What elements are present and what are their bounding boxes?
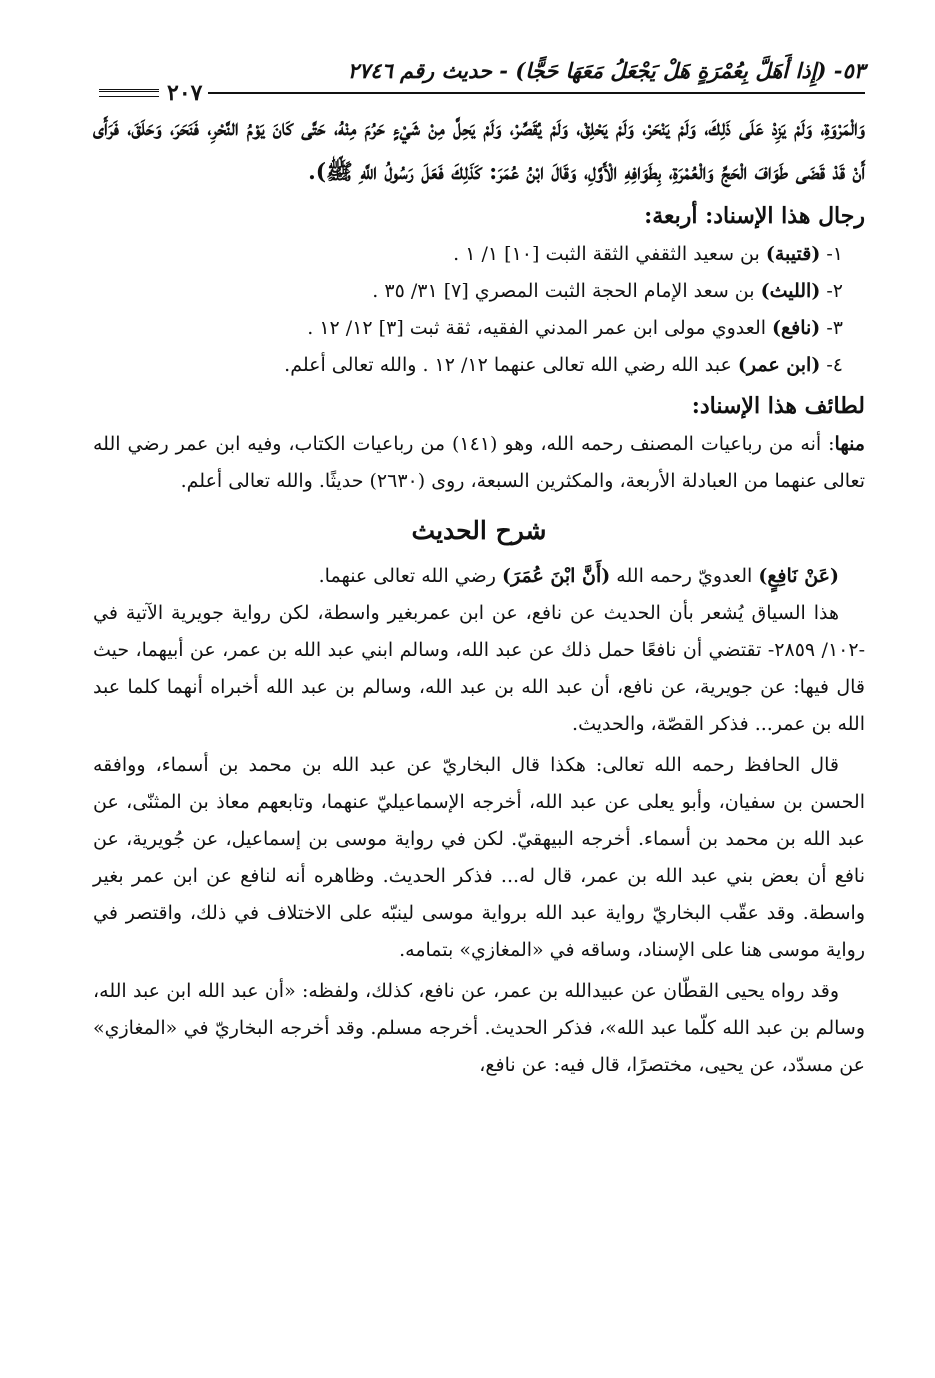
commentary-title: شرح الحديث	[411, 516, 547, 545]
item-number: ١-	[826, 243, 843, 265]
narrator-details: بن سعد الإمام الحجة الثبت المصري [٧] ٣١/ ٣٥ .	[372, 280, 761, 302]
list-item	[93, 273, 865, 310]
list-item	[93, 347, 865, 384]
commentary-paragraph-2: قال الحافظ رحمه الله تعالى: هكذا قال البخاريّ عن عبد الله بن محمد بن أسماء، ووافقه الحسن بن سفيان، وأبو يعلى عن عبد الله، أخرجه الإسماعيليّ عنهما، وتابعهم معاذ بن المثنّى، عن عبد الله بن محمد بن أسماء. أخرجه البيهقيّ. لكن في رواية موسى بن إسماعيل، عن جُويرية، عن نافع أن بعض بني عبد الله بن عمر، قال له... فذكر الحديث. وظاهره أنه لنافع عن ابن عمر بغير واسطة. وقد عقّب البخاريّ رواية عبد الله برواية موسى لينبّه على الاختلاف في ذلك، واقتصر في رواية موسى هنا على الإسناد، وساقه في «المغازي» بتمامه.	[93, 754, 865, 961]
page-content	[93, 106, 865, 1084]
narrator-name: (ابن عمر)	[737, 354, 821, 376]
hadith-text: وَالْمَرْوَةِ، وَلَمْ يَزِدْ عَلَى ذَلِكَ، وَلَمْ يَنْحَرْ، وَلَمْ يَحْلِقْ، وَلَمْ يُقَصِّرْ، وَلَمْ يَحِلَّ مِنْ شَيْءٍ حَرُمَ مِنْهُ، حَتَّى كَانَ يَوْمُ النَّحْرِ، فَنَحَرَ، وَحَلَقَ، فَرَأَى أَنْ قَدْ قَضَى طَوَافَ الْحَجِّ وَالْعُمْرَةِ، بِطَوَافِهِ الْأَوَّلِ، وَقَالَ ابْنُ عُمَرَ: كَذَلِكَ فَعَلَ رَسُولُ اللَّهِ ﷺ).	[93, 115, 865, 185]
subtleties-lead: منها	[834, 433, 865, 455]
narrator-name: (قتيبة)	[765, 243, 821, 265]
narrator-name: (الليث)	[760, 280, 821, 302]
narrator-details: العدوي مولى ابن عمر المدني الفقيه، ثقة ثبت [٣] ١٢/ ١٢ .	[307, 317, 773, 339]
item-number: ٤-	[826, 354, 843, 376]
intro-quote-2: (أَنَّ ابْنَ عُمَرَ)	[501, 565, 611, 587]
subtleties-heading: لطائف هذا الإسناد:	[691, 393, 865, 419]
list-item	[93, 310, 865, 347]
narrators-heading: رجال هذا الإسناد: أربعة:	[644, 203, 865, 229]
intro-quote-1: (عَنْ نَافِعٍ)	[758, 565, 839, 587]
intro-end: رضي الله تعالى عنهما.	[318, 565, 502, 587]
page-header	[93, 58, 865, 106]
running-head: ٥٣- (إِذا أَهَلَّ بِعُمْرَةٍ هَلْ يَجْعَلُ مَعَهَا حَجًّا) - حديث رقم ٢٧٤٦	[347, 58, 865, 83]
subtleties-text: : أنه من رباعيات المصنف رحمه الله، وهو (١٤١) من رباعيات الكتاب، وفيه ابن عمر رضي الله تعالى عنهما من العبادلة الأربعة، والمكثرين السبعة، روى (٢٦٣٠) حديثًا. والله تعالى أعلم.	[93, 433, 865, 492]
narrator-name: (نافع)	[772, 317, 821, 339]
narrator-details: بن سعيد الثقفي الثقة الثبت [١٠] ١/ ١ .	[453, 243, 766, 265]
commentary-intro	[93, 558, 865, 595]
page-number: ٢٠٧	[167, 80, 203, 106]
intro-mid: العدويّ رحمه الله	[610, 565, 759, 587]
subtleties-paragraph	[93, 426, 865, 500]
narrator-list	[93, 236, 865, 384]
commentary-paragraph-3: وقد رواه يحيى القطّان عن عبيدالله بن عمر، عن نافع، كذلك، ولفظه: «أن عبد الله ابن عبد الله، وسالم بن عبد الله كلّما عبد الله»، فذكر الحديث. أخرجه مسلم. وقد أخرجه البخاريّ في «المغازي» عن مسدّد، عن يحيى، مختصرًا، قال فيه: عن نافع،	[93, 980, 865, 1076]
page-number-block	[93, 80, 208, 106]
ornament-line	[99, 89, 159, 97]
item-number: ٣-	[826, 317, 843, 339]
header-rule	[93, 92, 865, 94]
commentary-paragraph-1: هذا السياق يُشعر بأن الحديث عن نافع، عن ابن عمربغير واسطة، لكن رواية جويرية الآتية في -١٠٢/ ٢٨٥٩- تقتضي أن نافعًا حمل ذلك عن عبد الله، وسالم ابني عبد الله بن عمر، عن أبيهما، حيث قال فيها: عن جويرية، عن نافع، أن عبد الله بن عبد الله، وسالم بن عبد الله أخبراه أنهما كلما عبد الله بن عمر... فذكر القصّة، والحديث.	[93, 602, 865, 735]
list-item	[93, 236, 865, 273]
item-number: ٢-	[826, 280, 843, 302]
narrator-details: عبد الله رضي الله تعالى عنهما ١٢/ ١٢ . والله تعالى أعلم.	[284, 354, 738, 376]
